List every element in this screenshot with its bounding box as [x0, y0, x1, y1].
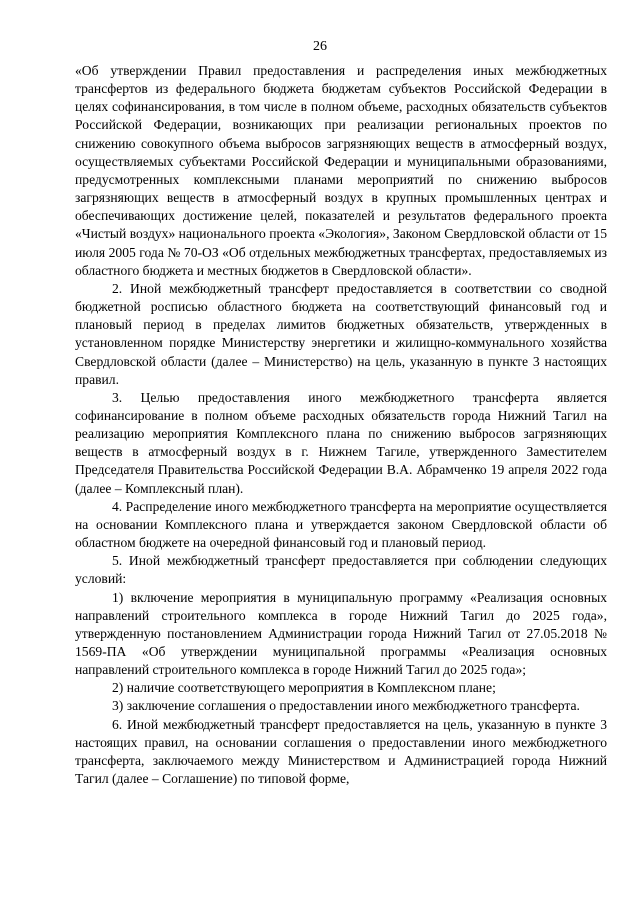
document-body [75, 62, 607, 788]
paragraph-item-4: 4. Распределение иного межбюджетного трансферта на мероприятие осуществляется на основании Комплексного плана и утверждается законом Свердловской области об областном бюджете на очередной финансовый год и плановый период. [75, 498, 607, 551]
paragraph-continuation: «Об утверждении Правил предоставления и распределения иных межбюджетных трансфертов из федерального бюджета бюджетам субъектов Российской Федерации в целях софинансирования, в том числе в полном объеме, расходных обязательств субъектов Российской Федерации, возникающих при реализации региональных проектов по снижению совокупного объема выбросов загрязняющих веществ в атмосферный воздух, осуществляемых субъектами Российской Федерации и муниципальными образованиями, предусмотренных комплексными планами мероприятий по снижению выбросов загрязняющих веществ в атмосферный воздух в крупных промышленных центрах и обеспечивающих достижение целей, показателей и результатов федерального проекта «Чистый воздух» национального проекта «Экология», Законом Свердловской области от 15 июля 2005 года № 70-ОЗ «Об отдельных межбюджетных трансфертах, предоставляемых из областного бюджета и местных бюджетов в Свердловской области». [75, 63, 607, 278]
paragraph-item-3: 3. Целью предоставления иного межбюджетного трансферта является софинансирование в полном объеме расходных обязательств города Нижний Тагил на реализацию мероприятия Комплексного плана по снижению выбросов загрязняющих веществ в атмосферный воздух в г. Нижнем Тагиле, утвержденного Заместителем Председателя Правительства Российской Федерации В.А. Абрамченко 19 апреля 2022 года (далее – Комплексный план). [75, 389, 607, 496]
page-number: 26 [313, 39, 327, 54]
subitem-5-3: 3) заключение соглашения о предоставлении иного межбюджетного трансферта. [112, 698, 580, 714]
paragraph-item-5: 5. Иной межбюджетный трансферт предоставляется при соблюдении следующих условий: [75, 553, 607, 587]
paragraph-item-2: 2. Иной межбюджетный трансферт предоставляется в соответствии со сводной бюджетной росписью областного бюджета на соответствующий финансовый год и плановый период в пределах лимитов бюджетных обязательств, утвержденных в установленном порядке Министерству энергетики и жилищно-коммунального хозяйства Свердловской области (далее – Министерство) на цель, указанную в пункте 3 настоящих правил. [75, 280, 607, 387]
paragraph-item-6: 6. Иной межбюджетный трансферт предоставляется на цель, указанную в пункте 3 настоящих правил, на основании соглашения о предоставлении иного межбюджетного трансферта, заключаемого между Министерством и Администрацией города Нижний Тагил (далее – Соглашение) по типовой форме, [75, 716, 607, 787]
subitem-5-1: 1) включение мероприятия в муниципальную программу «Реализация основных направлений строительного комплекса в городе Нижний Тагил до 2025 года», утвержденную постановлением Администрации города Нижний Тагил от 27.05.2018 № 1569-ПА «Об утверждении муниципальной программы «Реализация основных направлений строительного комплекса в городе Нижний Тагил до 2025 года»; [75, 589, 607, 678]
subitem-5-2: 2) наличие соответствующего мероприятия в Комплексном плане; [112, 680, 496, 696]
